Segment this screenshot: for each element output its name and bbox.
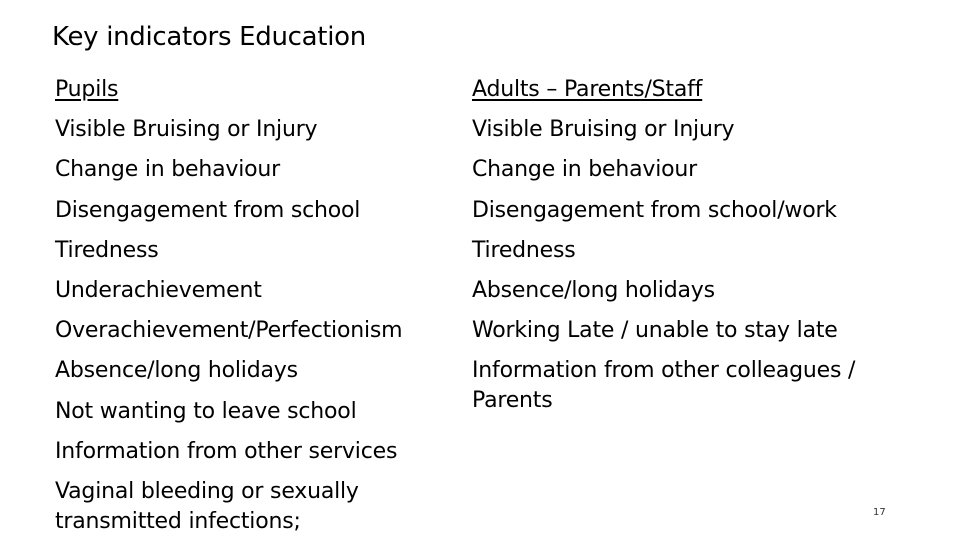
page-number: 17: [873, 507, 886, 518]
pupils-item: Tiredness: [55, 237, 159, 263]
adults-item: Tiredness: [472, 237, 576, 263]
adults-item: Absence/long holidays: [472, 278, 715, 304]
pupils-heading: Pupils: [55, 77, 119, 102]
adults-item: Change in behaviour: [472, 157, 697, 183]
pupils-item: Change in behaviour: [55, 157, 280, 183]
adults-column: [472, 70, 912, 416]
pupils-item: Vaginal bleeding or sexually transmitted infections;: [55, 479, 359, 535]
pupils-item: Absence/long holidays: [55, 358, 298, 384]
pupils-item: Visible Bruising or Injury: [55, 117, 318, 143]
adults-item: Visible Bruising or Injury: [472, 117, 735, 143]
pupils-item: Not wanting to leave school: [55, 398, 357, 424]
slide-title: Key indicators Education: [52, 22, 366, 52]
adults-item: Working Late / unable to stay late: [472, 318, 838, 344]
adults-item: Disengagement from school/work: [472, 197, 837, 223]
pupils-column: [55, 70, 455, 537]
pupils-item: Disengagement from school: [55, 197, 361, 223]
pupils-item: Underachievement: [55, 278, 262, 304]
pupils-item: Information from other services: [55, 438, 398, 464]
pupils-item: Overachievement/Perfectionism: [55, 318, 403, 344]
adults-item: Information from other colleagues / Parents: [472, 358, 856, 414]
adults-heading: Adults – Parents/Staff: [472, 77, 703, 102]
